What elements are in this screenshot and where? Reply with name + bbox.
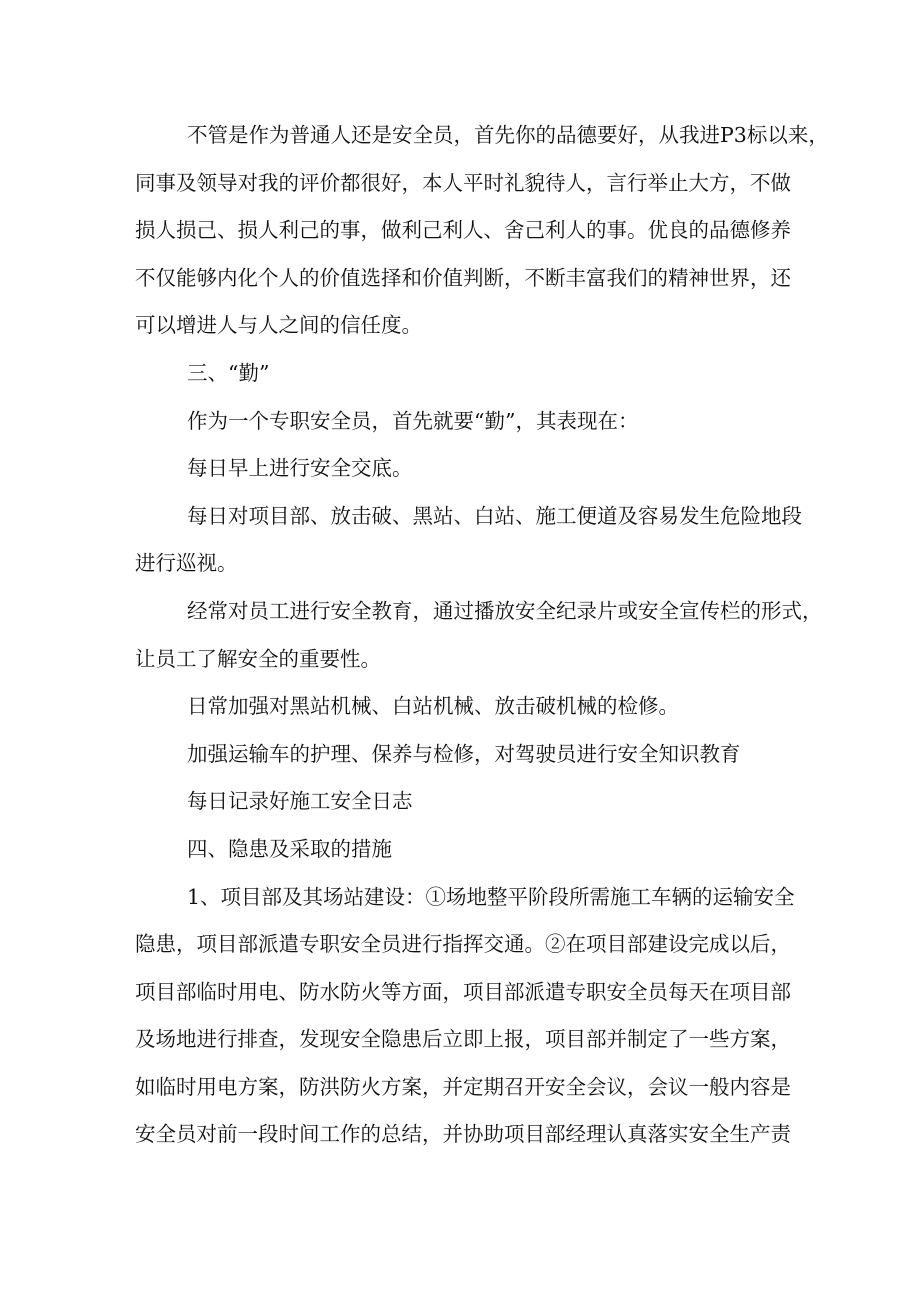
section-heading: 三、“勤” xyxy=(187,360,270,385)
list-item: 每日记录好施工安全日志 xyxy=(187,789,413,814)
paragraph-line: 不管是作为普通人还是安全员，首先你的品德要好，从我进P3标以来， xyxy=(187,123,829,147)
paragraph-line: 安全员对前一段时间工作的总结，并协助项目部经理认真落实安全生产责 xyxy=(135,1122,791,1147)
section-heading: 四、隐患及采取的措施 xyxy=(187,836,392,861)
list-item: 经常对员工进行安全教育，通过播放安全纪录片或安全宣传栏的形式， xyxy=(187,598,823,623)
document-body xyxy=(135,112,829,1159)
list-item: 加强运输车的护理、保养与检修，对驾驶员进行安全知识教育 xyxy=(187,741,741,766)
paragraph-line: 1、项目部及其场站建设：①场地整平阶段所需施工车辆的运输安全 xyxy=(187,884,795,909)
list-item-continuation: 让员工了解安全的重要性。 xyxy=(135,646,381,671)
paragraph-line: 及场地进行排查，发现安全隐患后立即上报，项目部并制定了一些方案， xyxy=(135,1027,791,1052)
paragraph-line: 如临时用电方案，防洪防火方案，并定期召开安全会议，会议一般内容是 xyxy=(135,1074,791,1099)
paragraph-line: 损人损己、损人利己的事，做利己利人、舍己利人的事。优良的品德修养 xyxy=(135,218,791,243)
paragraph-line: 不仅能够内化个人的价值选择和价值判断，不断丰富我们的精神世界，还 xyxy=(135,265,791,290)
list-item-continuation: 进行巡视。 xyxy=(135,551,238,576)
paragraph-line: 同事及领导对我的评价都很好，本人平时礼貌待人，言行举止大方，不做 xyxy=(135,170,791,195)
paragraph-line: 项目部临时用电、防水防火等方面，项目部派遣专职安全员每天在项目部 xyxy=(135,979,791,1004)
list-item: 每日早上进行安全交底。 xyxy=(187,456,413,481)
paragraph-line: 隐患，项目部派遣专职安全员进行指挥交通。②在项目部建设完成以后， xyxy=(135,932,791,957)
paragraph-line: 可以增进人与人之间的信任度。 xyxy=(135,313,422,338)
paragraph-line: 作为一个专职安全员，首先就要“勤”，其表现在： xyxy=(187,408,639,433)
list-item: 每日对项目部、放击破、黑站、白站、施工便道及容易发生危险地段 xyxy=(187,503,802,528)
list-item: 日常加强对黑站机械、白站机械、放击破机械的检修。 xyxy=(187,694,679,719)
